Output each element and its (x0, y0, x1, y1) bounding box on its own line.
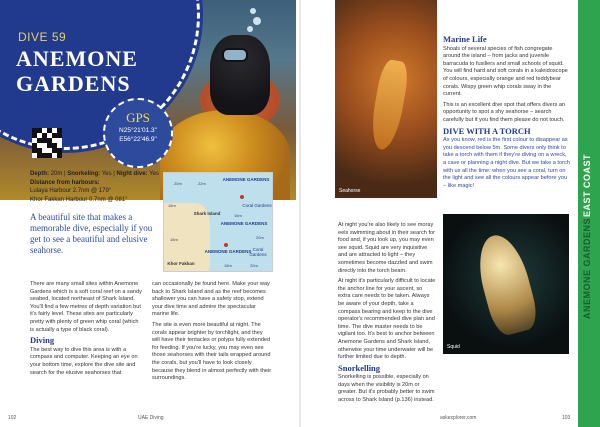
site-marker-icon (224, 243, 228, 247)
map-label: Coral Gardens (249, 247, 267, 257)
gps-longitude: E56°22'46.9" (119, 136, 157, 143)
distance-heading (30, 179, 160, 188)
site-map (163, 172, 273, 272)
body-column-2 (152, 281, 272, 386)
side-tab-region: EAST COAST (582, 154, 592, 218)
night-dive-value: Yes (149, 171, 159, 177)
snorkeling-label: Snorkeling: (67, 171, 101, 177)
paragraph: Snorkelling is possible, especially on days when the visibility is 20m or greater. But it's probably better to swim across to Shark Island (p.136) instead. (338, 374, 435, 404)
squid-photo (443, 214, 569, 354)
section-heading-snorkelling: Snorkelling (338, 362, 381, 373)
title-line-2: GARDENS (16, 71, 131, 96)
map-label: Khor Fakkan (167, 261, 195, 266)
map-label: Shark Island (193, 211, 221, 216)
map-label: ANEMONE GARDENS (222, 177, 270, 182)
intro-pullquote: A beautiful site that makes a memorable dive, especially if you get to see a beautiful and elusive seahorse. (30, 212, 153, 255)
distance-label: Distance from harbours: (30, 179, 100, 186)
separator: | (113, 171, 115, 177)
paragraph: can occasionally be found here. Make your way back to Shark Island and as the reef becomes shallower you can have a safety stop, extend your dive time and admire the spectacular marine life. (152, 281, 270, 318)
squid-figure (471, 230, 541, 338)
paragraph: The site is even more beautiful at night. The corals appear brighter by torchlight, and they will have their tentacles or polyps fully extended for feeding. If you're lucky, you may even see those seahorses with their tails wrapped around the corals, but you'll have to look closely because they blend in almost perfectly with their surroundings. (152, 321, 272, 382)
depth-label: Depth: (30, 171, 49, 177)
folio-site: askexplorer.com (440, 415, 477, 421)
paragraph: There are many small sites within Anemone Gardens which is a soft coral reef on a sandy seabed, located northeast of Shark Island. You'll find a few metres of depth variation but it's fairly level. These sites are particularly pretty with plenty of green whip coral (which is actually a type of black coral). (30, 281, 142, 333)
depth-mark: 16m (234, 213, 242, 218)
paragraph: This is an excellent dive spot that offers divers an opportunity to spot a shy seahorse – search carefully but if you find them please do not touch. (443, 101, 566, 123)
section-side-tab (578, 0, 600, 427)
page-number-left: 102 (8, 415, 17, 421)
paragraph: The best way to dive this area is with a compass and computer. Keeping an eye on your bottom time, explore the dive site and search for the elusive seahorses that (30, 346, 138, 376)
harbour-1: Lulaya Harbour 2.7nm @ 179° (30, 188, 112, 194)
diver-figure (210, 35, 270, 115)
depth-mark: 18m (170, 237, 178, 242)
paragraph: At night you're also likely to see moray eels swimming about in their search for food and, if you look up, you may even see squid. Squid are very inquisitive and are attracted to light – they sometimes become dazzled and swim directly into the torch beam. (338, 222, 436, 274)
title-line-1: ANEMONE (16, 46, 138, 71)
seahorse-photo (335, 0, 437, 198)
photo-caption: Seahorse (339, 188, 361, 194)
dive-mask (222, 48, 248, 62)
map-label: Coral Gardens (242, 203, 272, 208)
depth-mark: 22m (198, 181, 206, 186)
section-heading-diving: Diving (30, 335, 55, 346)
folio-title: UAE Diving (138, 415, 164, 421)
depth-value: 20m (50, 171, 63, 177)
photo-caption: Squid (447, 344, 460, 350)
section-heading-torch: DIVE WITH A TORCH (443, 125, 531, 136)
depth-mark: 20m (256, 235, 264, 240)
dive-number: DIVE 59 (18, 30, 67, 44)
gutter (299, 0, 301, 427)
seahorse-figure (367, 58, 410, 151)
qr-code-icon[interactable] (32, 128, 62, 158)
page-number-right: 103 (562, 415, 571, 421)
depth-mark: 18m (168, 203, 176, 208)
dive-details (30, 170, 160, 204)
depth-mark: 20m (250, 263, 258, 268)
night-dive-label: Night dive: (116, 171, 148, 177)
section-heading-marine-life: Marine Life (443, 34, 487, 44)
gps-label: GPS (126, 110, 150, 125)
torch-paragraph: As you know, red is the first colour to disappear as you descend below 5m. Some divers only think to take a torch with them if they're diving on a wreck, a cave or planning a night dive. But we take a torch with us all the time: when you see a coral, turn on the light and see all the colours appear before you – like magic! (443, 137, 570, 189)
paragraph: At night it's particularly difficult to locate the anchor line for your ascent, so extra care needs to be taken. Always be aware of your depth, take a compass bearing and keep to the dive operator's recommended dive plan and time. The dive master needs to be vigilant too. It's best to anchor between Anemone Gardens and Shark Island, otherwise your time underwater will be further limited due to depth. (338, 278, 436, 361)
details-line-1 (30, 170, 160, 179)
side-tab-site: ANEMONE GARDENS (582, 218, 592, 320)
harbour-2: Khor Fakkan Harbour 0.7nm @ 081° (30, 196, 128, 203)
body-column-3 (338, 222, 436, 408)
map-label: ANEMONE GARDENS (204, 249, 252, 254)
paragraph: Shoals of several species of fish congregate around the island – from jacks and juvenile barracuda to fusiliers and small schools of squid. You will find hard and soft corals in a kaleidoscope of colours, especially orange and red teddybear corals. Wispy green whip corals sway in the current. (443, 45, 568, 98)
page-title (16, 46, 138, 96)
depth-mark: 18m (224, 263, 232, 268)
snorkeling-value: Yes (101, 171, 112, 177)
bubbles (250, 8, 256, 14)
body-column-4 (443, 33, 571, 193)
gps-badge (103, 98, 173, 168)
gps-latitude: N25°21'01.3" (119, 127, 157, 134)
depth-mark: 20m (174, 181, 182, 186)
separator: | (64, 171, 66, 177)
body-column-1 (30, 281, 144, 380)
site-marker-icon (240, 195, 244, 199)
map-label: ANEMONE GARDENS (220, 221, 268, 226)
